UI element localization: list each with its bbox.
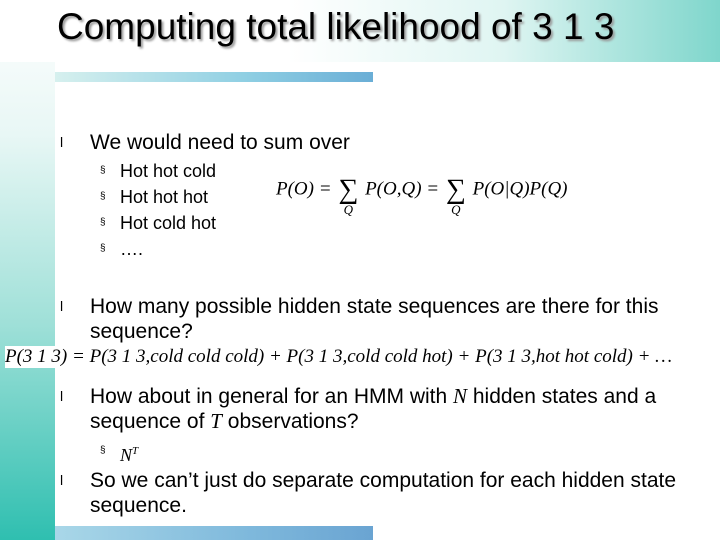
summation-symbol: ∑	[338, 174, 359, 205]
formula-lhs: P(O) =	[276, 178, 337, 200]
var-n: N	[453, 384, 468, 408]
sub-bullet-symbol: §	[100, 243, 106, 254]
summation-over-q	[444, 174, 468, 217]
sub-bullet-text: Hot hot hot	[120, 187, 209, 207]
formula-joint-term: P(O,Q) =	[365, 178, 444, 200]
var-t: T	[210, 409, 222, 433]
bullet-symbol: l	[60, 298, 64, 314]
sub-bullet-text: ….	[120, 239, 144, 259]
bullet-text: How many possible hidden state sequences are there for this sequence?	[90, 295, 659, 343]
formula-expansion: P(3 1 3) = P(3 1 3,cold cold cold) + P(3 1 3,cold cold hot) + P(3 1 3,hot hot cold) + …	[5, 346, 673, 367]
bullet-symbol: l	[60, 134, 64, 150]
background-left-gradient	[0, 0, 55, 540]
sub-bullet-text: Hot cold hot	[120, 213, 217, 233]
bullet-text: How about in general for an HMM with N hidden states and a sequence of T observations?	[90, 384, 657, 433]
bullet-text: So we can’t just do separate computation for each hidden state sequence.	[90, 469, 677, 517]
bullet-symbol: l	[60, 388, 64, 404]
summation-index: Q	[343, 202, 353, 217]
sub-bullet-symbol: §	[100, 165, 106, 176]
sub-bullet-symbol: §	[100, 445, 106, 456]
title-underline-bar	[55, 72, 373, 82]
sub-bullet-text: Hot hot cold	[120, 161, 217, 181]
slide-title: Computing total likelihood of 3 1 3	[57, 6, 615, 47]
formula-total-likelihood	[276, 174, 568, 217]
sub-bullet-symbol: §	[100, 191, 106, 202]
sub-bullet-symbol: §	[100, 217, 106, 228]
bullet-symbol: l	[60, 472, 64, 488]
complexity-expression: $N^T$	[120, 445, 139, 465]
bullet-text: We would need to sum over	[90, 131, 350, 154]
summation-symbol: ∑	[445, 174, 466, 205]
formula-conditional-term: P(O|Q)P(Q)	[472, 178, 568, 200]
summation-index: Q	[451, 202, 461, 217]
footer-accent-bar	[55, 526, 373, 540]
summation-over-q	[336, 174, 360, 217]
